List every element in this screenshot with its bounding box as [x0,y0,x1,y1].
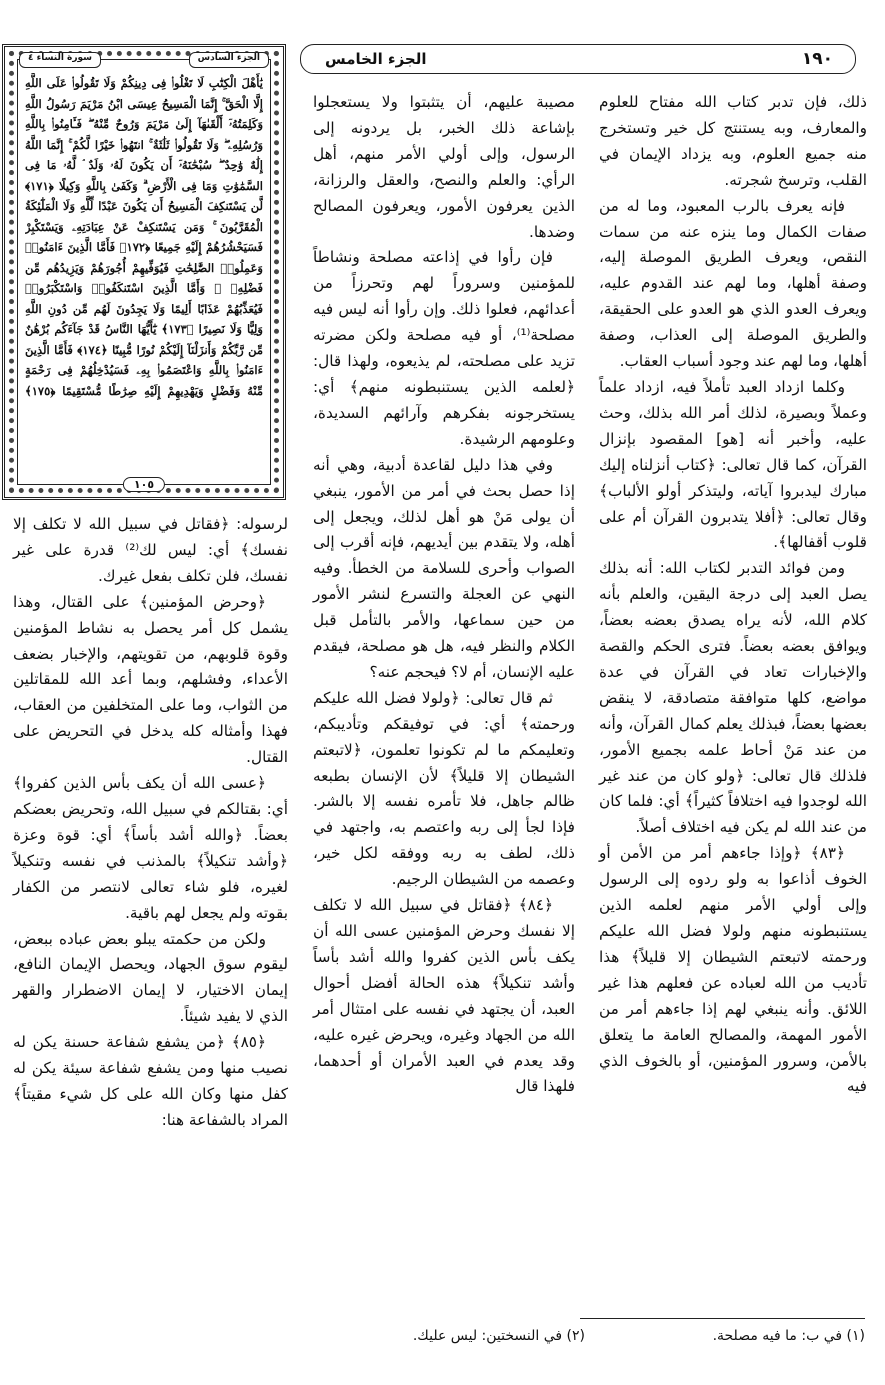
paragraph: لرسوله: ﴿فقاتل في سبيل الله لا تكلف إلا نفسك﴾ أي: ليس لك⁽²⁾ قدرة على غير نفسك، فلن تكلف بفعل غيرك. [13,515,288,585]
paragraph: ولكن من حكمته يبلو بعض عباده ببعض، ليقوم سوق الجهاد، ويحصل الإيمان النافع، إيمان الاختيار، لا إيمان الاضطرار والقهر الذي لا يفيد شيئاً. [13,929,288,1026]
part-title: الجزء الخامس [325,50,427,68]
paragraph: وكلما ازداد العبد تأملاً فيه، ازداد علماً وعملاً وبصيرة، لذلك أمر الله بذلك، وحث عليه، وأخبر أنه [هو] المقصود بإنزال القرآن، كما قال تعالى: ﴿كتاب أنزلناه إليك مبارك ليدبروا آياته، وليتذكر أولو الألباب﴾ وقال تعالى: ﴿أفلا يتدبرون القرآن أم على قلوب أقفالها﴾. [599,377,867,552]
footnote-separator [580,1318,865,1319]
quran-text-box [2,44,286,500]
paragraph: فإنه يعرف بالرب المعبود، وما له من صفات الكمال وما ينزه عنه من سمات النقص، ويعرف الطريق الموصلة إليه، وصفة أهلها، وما لهم عند القدوم عليه، ويعرف العدو الذي هو العدو على الحقيقة، والطريق الموصلة إلى العذاب، وصفة أهلها، وما لهم عند وجود أسباب العقاب. [599,196,867,371]
quran-box-header [19,52,269,68]
paragraph: ﴿عسى الله أن يكف بأس الذين كفروا﴾ أي: بقتالكم في سبيل الله، وتحريض بعضكم بعضاً. ﴿والله أشد بأساً﴾ أي: قوة وعزة ﴿وأشد تنكيلاً﴾ بالمذنب في نفسه وتنكيلاً لغيره، فلو شاء تعالى لانتصر من الكفار بقوته ولم يجعل لهم باقية. [13,774,288,922]
quran-verses: يَٰأَهْلَ الْكِتَٰبِ لَا تَغْلُوا۟ فِى دِينِكُمْ وَلَا تَقُولُوا۟ عَلَى اللَّهِ إِلَّا الْحَقَّ ۚ إِنَّمَا الْمَسِيحُ عِيسَى ابْنُ مَرْيَمَ رَسُولُ اللَّهِ وَكَلِمَتُهُۥٓ أَلْقَىٰهَآ إِلَىٰ مَرْيَمَ وَرُوحٌ مِّنْهُ ۖ فَـَٔامِنُوا۟ بِاللَّهِ وَرُسُلِهِۦ ۖ وَلَا تَقُولُوا۟ ثَلَٰثَةٌ ۚ انتَهُوا۟ خَيْرًا لَّكُمْ ۚ إِنَّمَا اللَّهُ إِلَٰهٌ وَٰحِدٌ ۖ سُبْحَٰنَهُۥٓ أَن يَكُونَ لَهُۥ وَلَدٌ ۘ لَّهُۥ مَا فِى السَّمَٰوَٰتِ وَمَا فِى الْأَرْضِ ۗ وَكَفَىٰ بِاللَّهِ وَكِيلًا ﴿١٧١﴾ لَّن يَسْتَنكِفَ الْمَسِيحُ أَن يَكُونَ عَبْدًا لِّلَّهِ وَلَا الْمَلَٰٓئِكَةُ الْمُقَرَّبُونَ ۚ وَمَن يَسْتَنكِفْ عَنْ عِبَادَتِهِۦ وَيَسْتَكْبِرْ فَسَيَحْشُرُهُمْ إِلَيْهِ جَمِيعًا ﴿١٧٢﴾ فَأَمَّا الَّذِينَ ءَامَنُوا۟ وَعَمِلُوا۟ الصَّٰلِحَٰتِ فَيُوَفِّيهِمْ أُجُورَهُمْ وَيَزِيدُهُم مِّن فَضْلِهِۦ ۖ وَأَمَّا الَّذِينَ اسْتَنكَفُوا۟ وَاسْتَكْبَرُوا۟ فَيُعَذِّبُهُمْ عَذَابًا أَلِيمًا وَلَا يَجِدُونَ لَهُم مِّن دُونِ اللَّهِ وَلِيًّا وَلَا نَصِيرًا ﴿١٧٣﴾ يَٰٓأَيُّهَا النَّاسُ قَدْ جَآءَكُم بُرْهَٰنٌ مِّن رَّبِّكُمْ وَأَنزَلْنَآ إِلَيْكُمْ نُورًا مُّبِينًا ﴿١٧٤﴾ فَأَمَّا الَّذِينَ ءَامَنُوا۟ بِاللَّهِ وَاعْتَصَمُوا۟ بِهِۦ فَسَيُدْخِلُهُمْ فِى رَحْمَةٍ مِّنْهُ وَفَضْلٍ وَيَهْدِيهِمْ إِلَيْهِ صِرَٰطًا مُّسْتَقِيمًا ﴿١٧٥﴾ [25,76,263,398]
page-number: ١٩٠ [801,49,833,69]
paragraph: وفي هذا دليل لقاعدة أدبية، وهي أنه إذا حصل بحث في أمر من الأمور، ينبغي أن يولى مَنْ هو أهل لذلك، ويجعل إلى أهله، ولا يتقدم بين أيديهم، فإنه أقرب إلى الصواب وأحرى للسلامة من الخطأ. وفيه النهي عن العجلة والتسرع لنشر الأمور من حين سماعها، والأمر بالتأمل قبل الكلام والنظر فيه، هل هو مصلحة، فيقدم عليه الإنسان، أم لا؟ فيحجم عنه؟ [313,455,575,681]
paragraph: ﴿٨٤﴾ ﴿فقاتل في سبيل الله لا تكلف إلا نفسك وحرض المؤمنين عسى الله أن يكف بأس الذين كفروا والله أشد بأساً وأشد تنكيلاً﴾ هذه الحالة أفضل أحوال العبد، أن يجتهد في نفسه على امتثال أمر الله من الجهاد وغيره، ويحرض غيره عليه، وقد يعدم في العبد الأمران أو أحدهما، فلهذا قال [313,896,575,1096]
paragraph: ﴿٨٥﴾ ﴿من يشفع شفاعة حسنة يكن له نصيب منها ومن يشفع شفاعة سيئة يكن له كفل منها وكان الله على كل شيء مقيتاً﴾ المراد بالشفاعة هنا: [13,1033,288,1129]
quran-page-number: ١٠٥ [123,477,165,492]
paragraph: ومن فوائد التدبر لكتاب الله: أنه بذلك يصل العبد إلى درجة اليقين، والعلم بأنه كلام الله، لأنه يراه يصدق بعضه بعضاً، ويوافق بعضه بعضاً. فترى الحكم والقصة والإخبارات تعاد في القرآن في عدة مواضع، كلها متوافقة متصادقة، لا ينقض بعضها بعضاً، فبذلك يعلم كمال القرآن، وأنه من عند مَنْ أحاط علمه بجميع الأمور، فلذلك قال تعالى: ﴿ولو كان من عند غير الله لوجدوا فيه اختلافاً كثيراً﴾ أي: فلما كان من عند الله لم يكن فيه اختلاف أصلاً. [599,559,867,837]
paragraph: ثم قال تعالى: ﴿ولولا فضل الله عليكم ورحمته﴾ أي: في توفيقكم وتأديبكم، وتعليمكم ما لم تكونوا تعلمون، ﴿لاتبعتم الشيطان إلا قليلاً﴾ لأن الإنسان بطبعه ظالم جاهل، فلا تأمره نفسه إلا بالشر. فإذا لجأ إلى ربه واعتصم به، واجتهد في ذلك، لطف به ربه ووفقه لكل خير، وعصمه من الشيطان الرجيم. [313,688,575,889]
footnote-2: (٢) في النسختين: ليس عليك. [412,1328,585,1344]
paragraph: مصيبة عليهم، أن يتثبتوا ولا يستعجلوا بإشاعة ذلك الخبر، بل يردونه إلى الرسول، وإلى أولي الأمر منهم، أهل الرأي: والعلم والنصح، والعقل والرزانة، الذين يعرفون الأمور، ويعرفون المصالح وضدها. [313,93,575,241]
quran-surah-label: سورة النساء ٤ [19,52,101,68]
paragraph: فإن رأوا في إذاعته مصلحة ونشاطاً للمؤمنين وسروراً لهم وتحرزاً من أعدائهم، فعلوا ذلك. وإن رأوا أنه ليس فيه مصلحة⁽¹⁾، أو فيه مصلحة ولكن مضرته تزيد على مصلحته، لم يذيعوه، ولهذا قال: ﴿لعلمه الذين يستنبطونه منهم﴾ أي: يستخرجونه بفكرهم وآرائهم السديدة، وعلومهم الرشيدة. [313,248,575,448]
page-header [300,44,856,74]
quran-part-label: الجزء السادس [189,52,269,68]
footnote-1: (١) في ب: ما فيه مصلحة. [712,1328,865,1344]
paragraph: ذلك، فإن تدبر كتاب الله مفتاح للعلوم والمعارف، وبه يستنتج كل خير وتستخرج منه جميع العلوم، وبه يزداد الإيمان في القلب، وترسخ شجرته. [599,93,867,189]
middle-column [313,90,575,1100]
paragraph: ﴿وحرض المؤمنين﴾ على القتال، وهذا يشمل كل أمر يحصل به نشاط المؤمنين وقوة قلوبهم، من تقويتهم، والإخبار بضعف الأعداء، وفشلهم، وبما أعد الله للمقاتلين من الثواب، وما على المتخلفين من العقاب، فهذا وأمثاله كله يدخل في التحريض على القتال. [13,592,288,767]
paragraph: ﴿٨٣﴾ ﴿وإذا جاءهم أمر من الأمن أو الخوف أذاعوا به ولو ردوه إلى الرسول وإلى أولي الأمر منهم لعلمه الذين يستنبطونه منهم ولولا فضل الله عليكم ورحمته لاتبعتم الشيطان إلا قليلاً﴾ هذا تأديب من الله لعباده عن فعلهم هذا غير اللائق. وأنه ينبغي لهم إذا جاءهم أمر من الأمور المهمة، والمصالح العامة ما يتعلق بالأمن، وسرور المؤمنين، أو بالخوف الذي فيه [599,844,867,1096]
right-column [599,90,867,1100]
left-column [13,512,288,1134]
